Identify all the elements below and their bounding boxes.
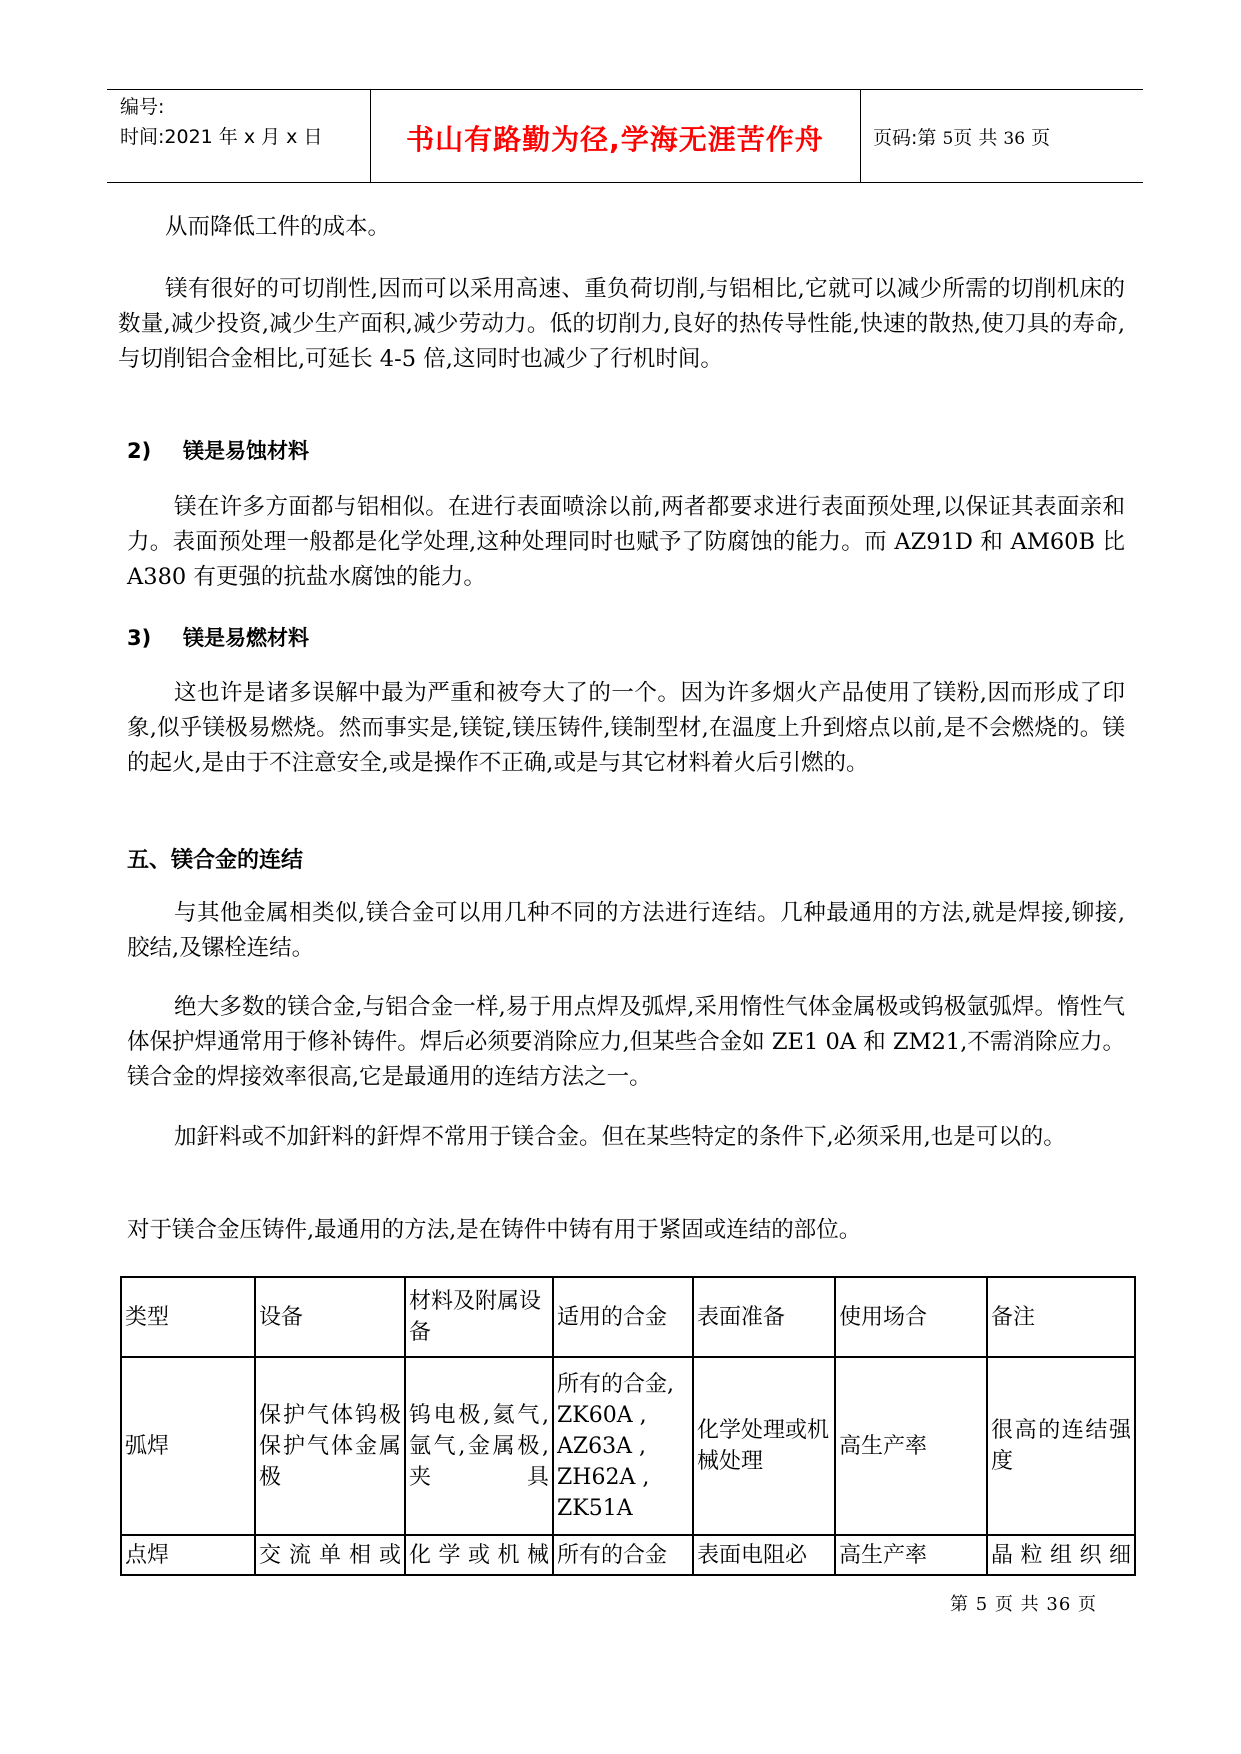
- joining-methods-table: [120, 1276, 1136, 1576]
- table-cell-surface: 表面电阻必: [693, 1535, 835, 1575]
- paragraph-die-cast: 对于镁合金压铸件,最通用的方法,是在铸件中铸有用于紧固或连结的部位。: [127, 1217, 862, 1243]
- page-total: 36: [1003, 129, 1026, 149]
- table-cell-usage: 高生产率: [835, 1357, 987, 1535]
- page-mid: 页 共: [953, 127, 998, 149]
- table-cell-materials: 化学或机械: [405, 1535, 553, 1575]
- paragraph-welding: 绝大多数的镁合金,与铝合金一样,易于用点焊及弧焊,采用惰性气体金属极或钨极氩弧焊。惰性气体保护焊通常用于修补铸件。焊后必须要消除应力,但某些合金如 ZE1 0A 和 ZM21,不需消除应力。镁合金的焊接效率很高,它是最通用的连结方法之一。: [127, 994, 1125, 1090]
- header-motto: 书山有路勤为径,学海无涯苦作舟: [406, 123, 824, 156]
- alloy-line: AZ63A ,: [557, 1433, 647, 1459]
- table-cell-alloys: [553, 1357, 693, 1535]
- heading-number: 2): [127, 439, 152, 463]
- footer-page-number: 5: [975, 1594, 989, 1615]
- alloy-line: ZK51A: [557, 1495, 633, 1521]
- doc-number-label: 编号:: [120, 96, 165, 118]
- alloy-line: 所有的合金,: [557, 1371, 674, 1397]
- table-cell-materials: 钨电极,氦气,氩气,金属极,夹具: [405, 1357, 553, 1535]
- header-meta: [120, 92, 322, 152]
- table-cell-surface: 化学处理或机械处理: [693, 1357, 835, 1535]
- heading-joining: 五、镁合金的连结: [127, 848, 304, 873]
- header-divider-left: [370, 90, 371, 182]
- heading-text: 镁是易蚀材料: [183, 439, 309, 463]
- paragraph-flammable: 这也许是诸多误解中最为严重和被夸大了的一个。因为许多烟火产品使用了镁粉,因而形成了印象,似乎镁极易燃烧。然而事实是,镁锭,镁压铸件,镁制型材,在温度上升到熔点以前,是不会燃烧的。镁的起火,是由于不注意安全,或是操作不正确,或是与其它材料着火后引燃的。: [127, 680, 1125, 776]
- footer-prefix: 第: [950, 1594, 969, 1615]
- table-cell-type: 点焊: [121, 1535, 255, 1575]
- table-cell-alloys: 所有的合金: [553, 1535, 693, 1575]
- table-row: [121, 1357, 1135, 1535]
- table-header-cell: 设备: [255, 1277, 405, 1357]
- paragraph-cost: 从而降低工件的成本。: [165, 214, 391, 240]
- table-header-cell: 表面准备: [693, 1277, 835, 1357]
- paragraph-machinability: 镁有很好的可切削性,因而可以采用高速、重负荷切削,与铝相比,它就可以减少所需的切削机床的数量,减少投资,减少生产面积,减少劳动力。低的切削力,良好的热传导性能,快速的散热,使刀具的寿命,与切削铝合金相比,可延长 4-5 倍,这同时也减少了行机时间。: [118, 276, 1125, 372]
- table-cell-equipment: 保护气体钨极保护气体金属极: [255, 1357, 405, 1535]
- header-bottom-rule: [107, 182, 1143, 183]
- paragraph-brazing: 加釬料或不加釬料的釬焊不常用于镁合金。但在某些特定的条件下,必须采用,也是可以的。: [174, 1124, 1066, 1150]
- footer-mid: 页 共: [994, 1594, 1040, 1615]
- header-top-rule: [107, 89, 1143, 90]
- heading-number: 3): [127, 626, 152, 650]
- page-number: 5: [942, 129, 954, 149]
- table-header-row: [121, 1277, 1135, 1357]
- header-page-info: [873, 123, 1050, 150]
- footer-page-total: 36: [1046, 1594, 1072, 1615]
- alloy-line: ZH62A ,: [557, 1464, 650, 1490]
- table-cell-type: 弧焊: [121, 1357, 255, 1535]
- alloy-line: ZK60A ,: [557, 1402, 647, 1428]
- heading-corrosion: [127, 435, 309, 465]
- table-header-cell: 使用场合: [835, 1277, 987, 1357]
- heading-flammable: [127, 622, 309, 652]
- table-cell-notes: 晶粒组织细: [987, 1535, 1135, 1575]
- table-cell-usage: 高生产率: [835, 1535, 987, 1575]
- table-header-cell: 材料及附属设备: [405, 1277, 553, 1357]
- header-divider-right: [860, 90, 861, 182]
- table-header-cell: 类型: [121, 1277, 255, 1357]
- table-row: [121, 1535, 1135, 1575]
- table-header-cell: 备注: [987, 1277, 1135, 1357]
- page-suffix: 页: [1031, 127, 1051, 149]
- heading-text: 镁是易燃材料: [183, 626, 309, 650]
- footer-suffix: 页: [1078, 1594, 1098, 1615]
- page-prefix: 页码:第: [873, 127, 937, 149]
- page-footer: [950, 1590, 1097, 1616]
- doc-time: 时间:2021 年 x 月 x 日: [120, 126, 323, 148]
- table-cell-equipment: 交流单相或: [255, 1535, 405, 1575]
- table-header-cell: 适用的合金: [553, 1277, 693, 1357]
- paragraph-joining-methods: 与其他金属相类似,镁合金可以用几种不同的方法进行连结。几种最通用的方法,就是焊接,铆接,胶结,及镙栓连结。: [127, 900, 1125, 961]
- paragraph-corrosion: 镁在许多方面都与铝相似。在进行表面喷涂以前,两者都要求进行表面预处理,以保证其表面亲和力。表面预处理一般都是化学处理,这种处理同时也赋予了防腐蚀的能力。而 AZ91D 和 AM60B 比 A380 有更强的抗盐水腐蚀的能力。: [127, 494, 1125, 590]
- table-cell-notes: 很高的连结强度: [987, 1357, 1135, 1535]
